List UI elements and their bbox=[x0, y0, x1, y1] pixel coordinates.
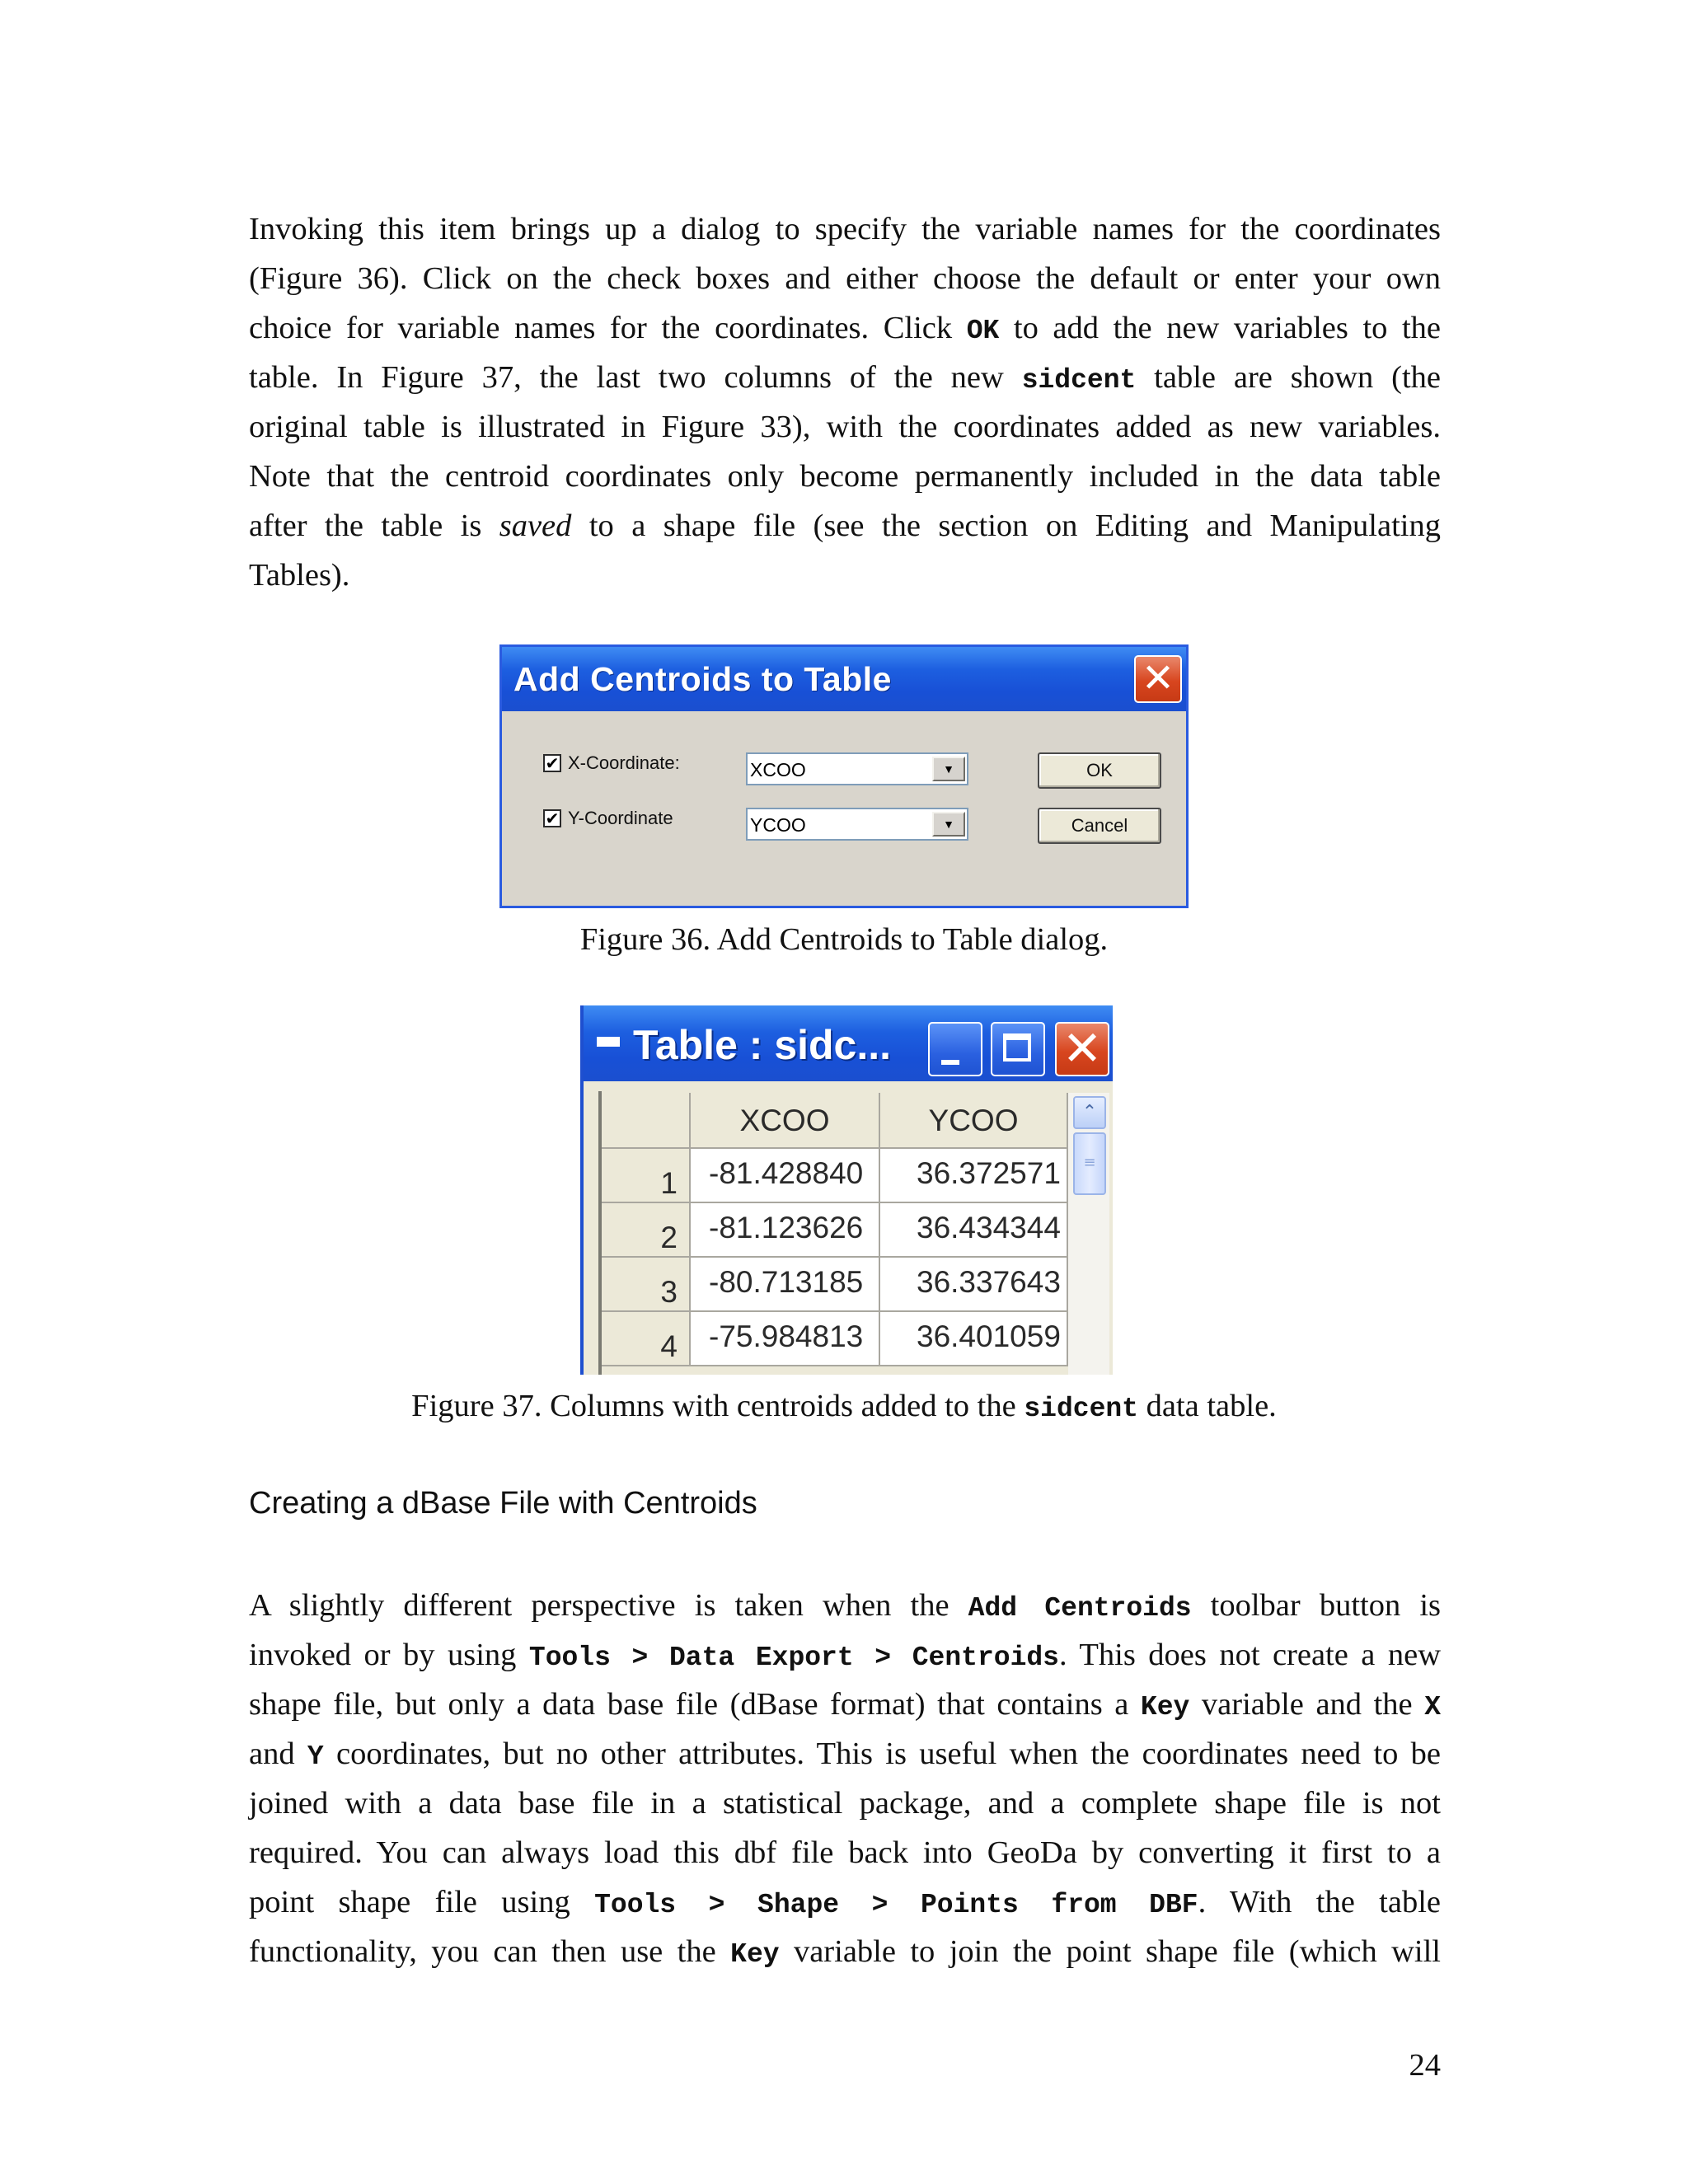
body-paragraph bbox=[249, 1581, 1441, 1976]
inline-code: sidcent bbox=[1021, 365, 1137, 396]
text-line: Invoking this item brings up a dialog to specify the variable names for the coordinates bbox=[249, 212, 1441, 246]
text-line: and Y coordinates, but no other attributes. This is useful when the coordinates need to be bbox=[249, 1736, 1441, 1772]
x-coordinate-label: X-Coordinate: bbox=[568, 752, 680, 773]
inline-code: Y bbox=[307, 1741, 324, 1772]
dropdown-arrow-icon[interactable]: ▼ bbox=[932, 812, 965, 837]
y-coordinate-value: YCOO bbox=[750, 814, 806, 836]
column-header-xcoo[interactable]: XCOO bbox=[691, 1093, 880, 1149]
inline-code: X bbox=[1424, 1692, 1442, 1722]
table-cell[interactable]: 36.337643 bbox=[880, 1258, 1068, 1312]
inline-code: OK bbox=[966, 316, 1000, 346]
inline-code: Tools > Data Export > Centroids bbox=[528, 1643, 1059, 1673]
text-line: A slightly different perspective is taken when the Add Centroids toolbar button is bbox=[249, 1588, 1441, 1624]
window-menu-icon[interactable] bbox=[597, 1037, 620, 1047]
table-window-titlebar[interactable] bbox=[584, 1005, 1113, 1081]
x-coordinate-combo[interactable] bbox=[746, 752, 968, 785]
cancel-button[interactable]: Cancel bbox=[1038, 808, 1161, 844]
vertical-scrollbar[interactable] bbox=[1068, 1093, 1109, 1375]
y-coordinate-checkbox[interactable]: ✔ bbox=[543, 809, 561, 827]
table-cell[interactable]: 36.401059 bbox=[880, 1312, 1068, 1366]
table-cell[interactable]: -81.428840 bbox=[691, 1149, 880, 1203]
table-cell[interactable]: 36.434344 bbox=[880, 1203, 1068, 1258]
text-line: point shape file using Tools > Shape > Points from DBF. With the table bbox=[249, 1885, 1441, 1920]
table-window-title: Table : sidc... bbox=[633, 1022, 892, 1068]
figure-36-caption: Figure 36. Add Centroids to Table dialog. bbox=[579, 922, 1109, 957]
column-header-ycoo[interactable]: YCOO bbox=[880, 1093, 1068, 1149]
text-line: original table is illustrated in Figure 33), with the coordinates added as new variables. bbox=[249, 410, 1441, 444]
x-coordinate-checkbox[interactable]: ✔ bbox=[543, 754, 561, 772]
table-cell[interactable]: -75.984813 bbox=[691, 1312, 880, 1366]
inline-code: sidcent bbox=[1024, 1394, 1138, 1424]
row-header[interactable]: 4 bbox=[602, 1312, 691, 1366]
text-line: Tables). bbox=[249, 558, 350, 593]
table-cell[interactable]: 36.372571 bbox=[880, 1149, 1068, 1203]
figure-37-caption: Figure 37. Columns with centroids added to the sidcent data table. bbox=[411, 1389, 1277, 1424]
table-cell[interactable]: -80.713185 bbox=[691, 1258, 880, 1312]
y-coordinate-label: Y-Coordinate bbox=[568, 808, 673, 828]
x-coordinate-value: XCOO bbox=[750, 759, 806, 780]
table-cell[interactable]: -81.123626 bbox=[691, 1203, 880, 1258]
page-number: 24 bbox=[1409, 2048, 1441, 2083]
close-icon[interactable]: ✕ bbox=[1134, 655, 1182, 703]
minimize-icon[interactable] bbox=[928, 1022, 982, 1076]
text-line: shape file, but only a data base file (dBase format) that contains a Key variable and the X bbox=[249, 1687, 1442, 1722]
inline-code: Add Centroids bbox=[968, 1593, 1192, 1624]
text-line: joined with a data base file in a statistical package, and a complete shape file is not bbox=[249, 1786, 1441, 1821]
dialog-title: Add Centroids to Table bbox=[513, 660, 892, 698]
text-line: (Figure 36). Click on the check boxes and either choose the default or enter your own bbox=[249, 261, 1441, 296]
close-icon[interactable]: ✕ bbox=[1055, 1022, 1109, 1076]
text-line: required. You can always load this dbf file back into GeoDa by converting it first to a bbox=[249, 1835, 1441, 1870]
text-line: Note that the centroid coordinates only become permanently included in the data table bbox=[249, 459, 1441, 494]
row-header[interactable]: 2 bbox=[602, 1203, 691, 1258]
scroll-up-icon[interactable]: ⌃ bbox=[1073, 1096, 1106, 1129]
table-window bbox=[580, 1005, 1113, 1375]
section-heading: Creating a dBase File with Centroids bbox=[249, 1486, 757, 1521]
text-line: choice for variable names for the coordinates. Click OK to add the new variables to the bbox=[249, 311, 1442, 346]
intro-paragraph bbox=[249, 204, 1441, 600]
emphasis: saved bbox=[499, 509, 572, 543]
inline-code: Tools > Shape > Points from DBF bbox=[594, 1890, 1198, 1920]
text-line: invoked or by using Tools > Data Export > Centroids. This does not create a new bbox=[249, 1638, 1441, 1673]
y-coordinate-combo[interactable] bbox=[746, 808, 968, 841]
add-centroids-dialog bbox=[499, 644, 1189, 908]
ok-button[interactable]: OK bbox=[1038, 752, 1161, 789]
text-line: table. In Figure 37, the last two columns of the new sidcent table are shown (the bbox=[249, 360, 1441, 396]
grid-corner[interactable] bbox=[602, 1093, 691, 1149]
inline-code: Key bbox=[730, 1939, 780, 1970]
row-header[interactable]: 3 bbox=[602, 1258, 691, 1312]
text-line: after the table is saved to a shape file (see the section on Editing and Manipulating bbox=[249, 509, 1441, 543]
scroll-thumb[interactable]: ≡ bbox=[1073, 1132, 1106, 1195]
inline-code: Key bbox=[1140, 1692, 1190, 1722]
dropdown-arrow-icon[interactable]: ▼ bbox=[932, 757, 965, 781]
dialog-titlebar[interactable] bbox=[502, 647, 1186, 711]
text-line: functionality, you can then use the Key variable to join the point shape file (which will bbox=[249, 1934, 1442, 1970]
row-header[interactable]: 1 bbox=[602, 1149, 691, 1203]
maximize-icon[interactable] bbox=[991, 1022, 1045, 1076]
